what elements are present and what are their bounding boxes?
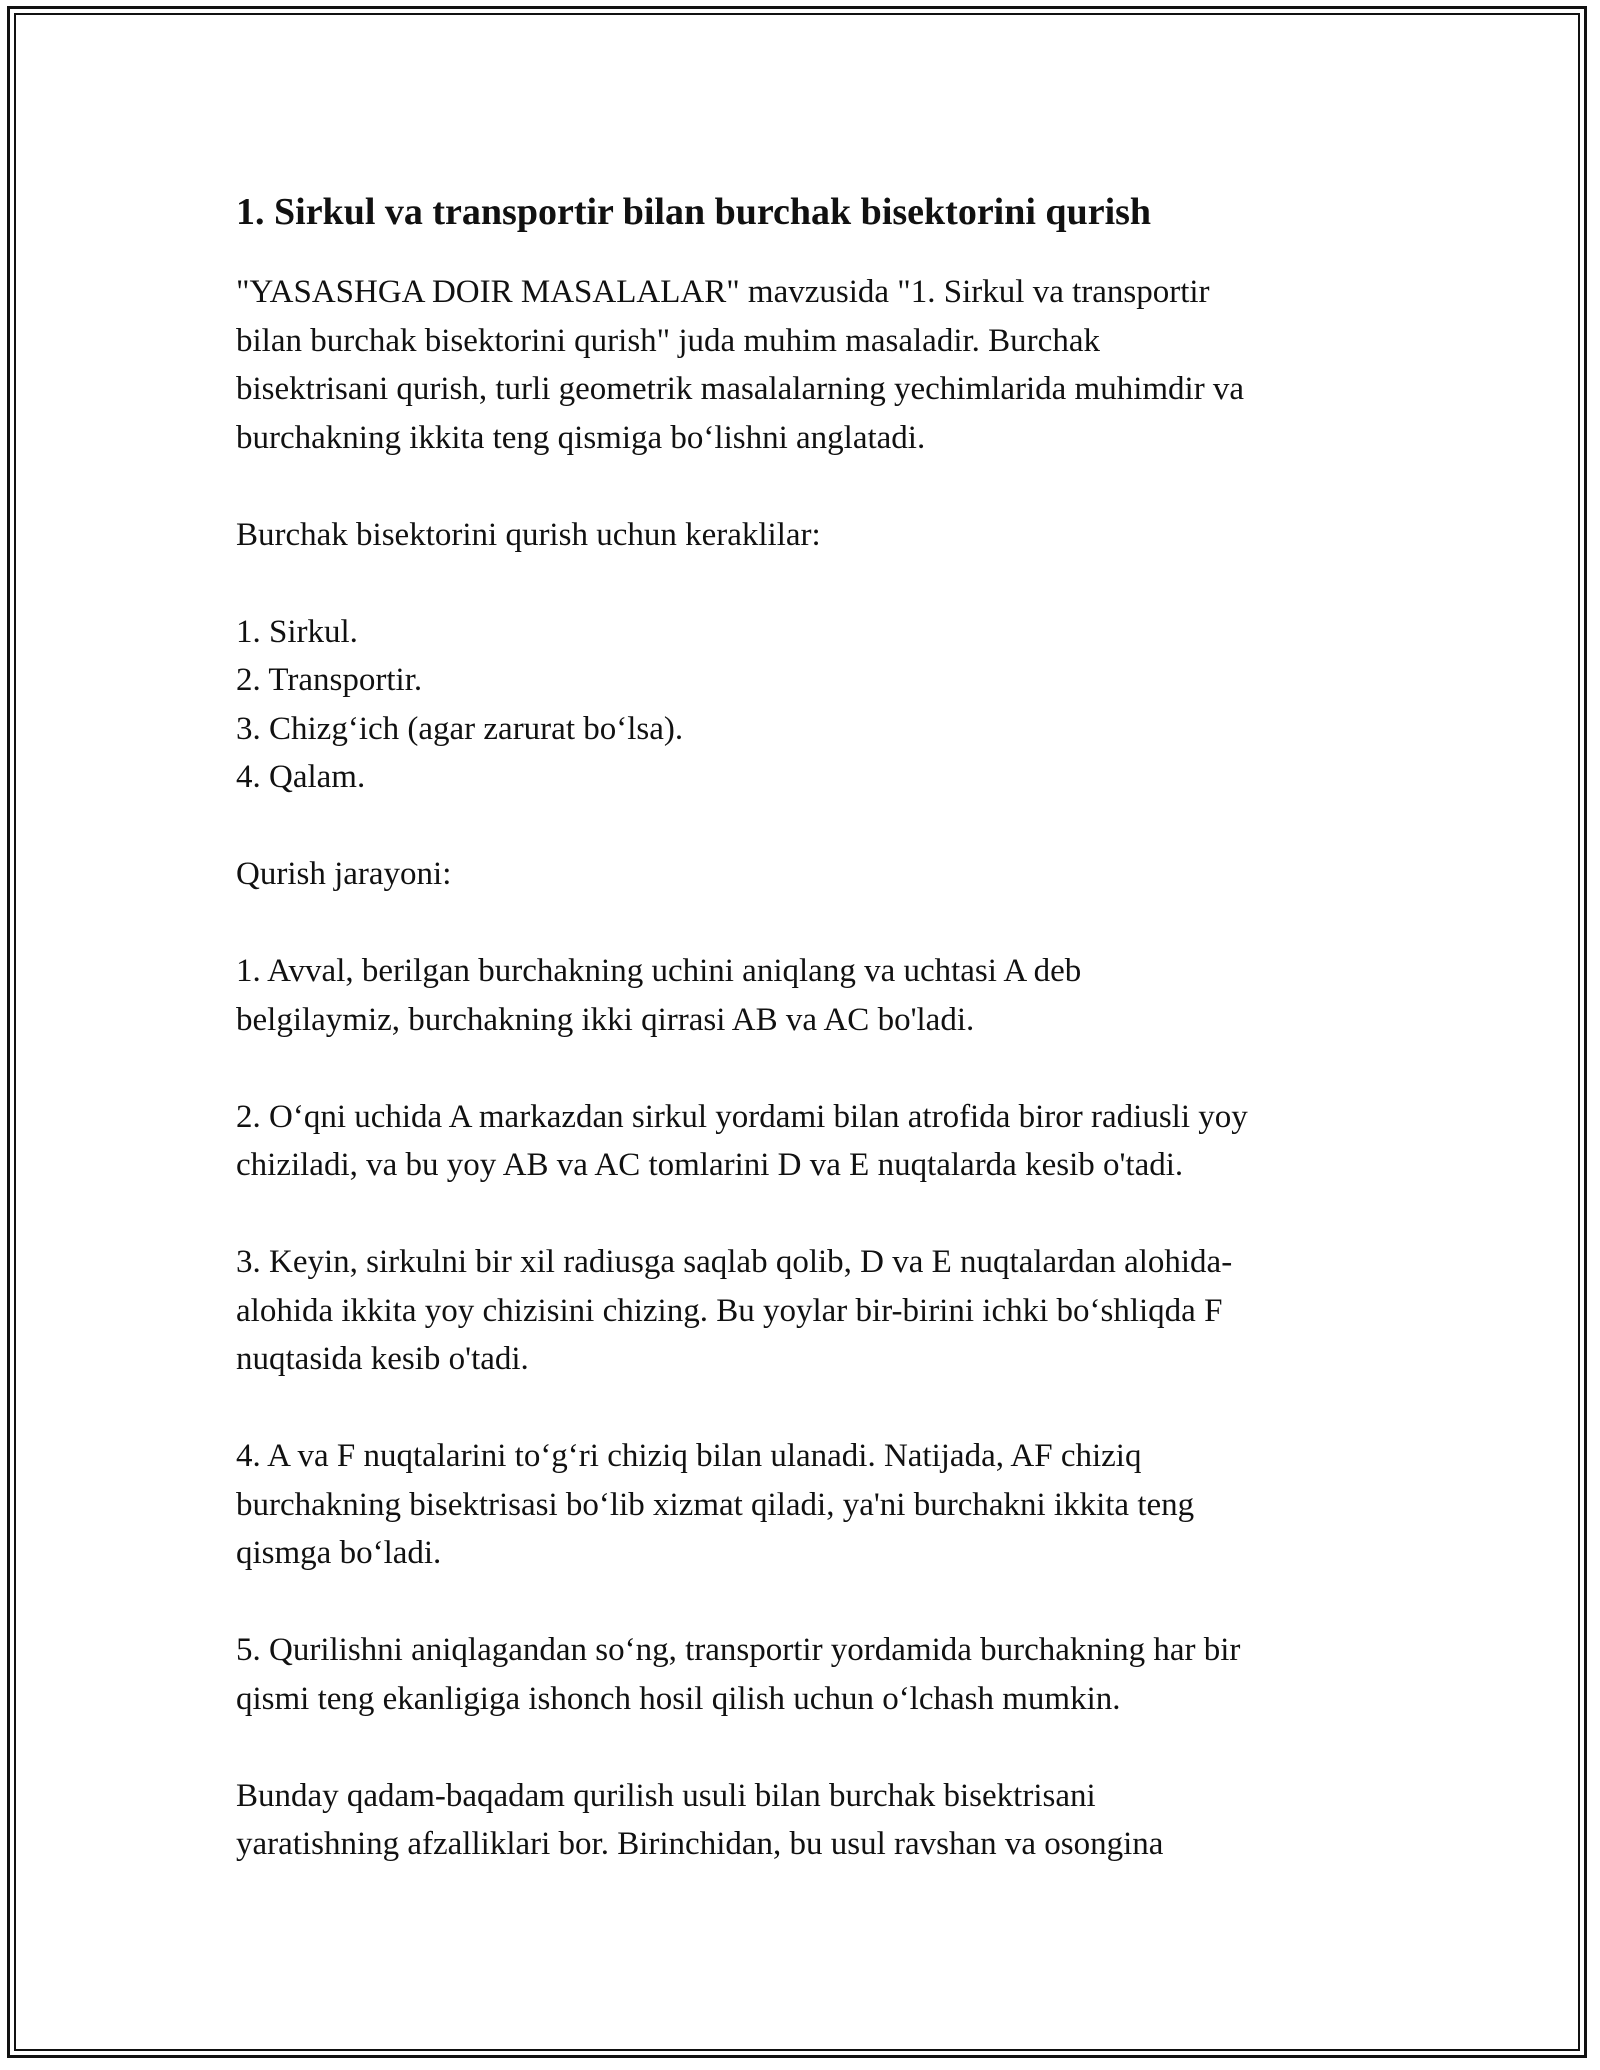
document-title: 1. Sirkul va transportir bilan burchak bisektorini qurish: [236, 191, 1152, 233]
step-paragraph: [236, 1626, 1376, 1723]
step-line: burchakning bisektrisasi bo‘lib xizmat qiladi, ya'ni burchakni ikkita teng: [236, 1486, 1195, 1523]
step-line: qismi teng ekanligiga ishonch hosil qilish uchun o‘lchash mumkin.: [236, 1680, 1121, 1717]
step-paragraph: [236, 1093, 1376, 1190]
tools-list-item: 1. Sirkul.: [236, 613, 358, 650]
process-heading-paragraph: [236, 850, 1376, 899]
step-line: belgilaymiz, burchakning ikki qirrasi AB va AC bo'ladi.: [236, 1001, 975, 1038]
tools-list: [236, 608, 1376, 802]
intro-line: "YASASHGA DOIR MASALALAR" mavzusida "1. Sirkul va transportir: [236, 274, 1210, 310]
step-line: 1. Avval, berilgan burchakning uchini aniqlang va uchtasi A deb: [236, 953, 1082, 989]
document-body: [236, 186, 1376, 1917]
step-line: 5. Qurilishni aniqlagandan so‘ng, transportir yordamida burchakning har bir: [236, 1632, 1241, 1668]
tools-list-item: 3. Chizg‘ich (agar zarurat bo‘lsa).: [236, 710, 684, 747]
intro-line: burchakning ikkita teng qismiga bo‘lishni anglatadi.: [236, 419, 926, 456]
step-paragraph: [236, 947, 1376, 1044]
step-line: alohida ikkita yoy chizisini chizing. Bu yoylar bir-birini ichki bo‘shliqda F: [236, 1292, 1223, 1329]
step-line: 4. A va F nuqtalarini to‘g‘ri chiziq bilan ulanadi. Natijada, AF chiziq: [236, 1438, 1142, 1474]
step-line: 3. Keyin, sirkulni bir xil radiusga saqlab qolib, D va E nuqtalardan alohida-: [236, 1244, 1233, 1280]
tools-list-item: 4. Qalam.: [236, 759, 366, 795]
step-line: chiziladi, va bu yoy AB va AC tomlarini D va E nuqtalarda kesib o'tadi.: [236, 1147, 1184, 1183]
intro-paragraph: [236, 268, 1376, 462]
closing-paragraph: [236, 1772, 1376, 1869]
intro-line: bisektrisani qurish, turli geometrik masalalarning yechimlarida muhimdir va: [236, 371, 1245, 407]
closing-line: Bunday qadam-baqadam qurilish usuli bilan burchak bisektrisani: [236, 1777, 1096, 1814]
tools-heading: Burchak bisektorini qurish uchun keraklilar:: [236, 516, 821, 553]
process-heading: Qurish jarayoni:: [236, 856, 452, 892]
step-paragraph: [236, 1432, 1376, 1578]
tools-list-item: 2. Transportir.: [236, 662, 423, 698]
step-paragraph: [236, 1238, 1376, 1384]
step-line: 2. O‘qni uchida A markazdan sirkul yordami bilan atrofida biror radiusli yoy: [236, 1098, 1248, 1135]
step-line: nuqtasida kesib o'tadi.: [236, 1341, 529, 1377]
intro-line: bilan burchak bisektorini qurish" juda muhim masaladir. Burchak: [236, 322, 1100, 359]
closing-line: yaratishning afzalliklari bor. Birinchidan, bu usul ravshan va osongina: [236, 1826, 1164, 1862]
step-line: qismga bo‘ladi.: [236, 1535, 442, 1571]
tools-heading-paragraph: [236, 511, 1376, 560]
